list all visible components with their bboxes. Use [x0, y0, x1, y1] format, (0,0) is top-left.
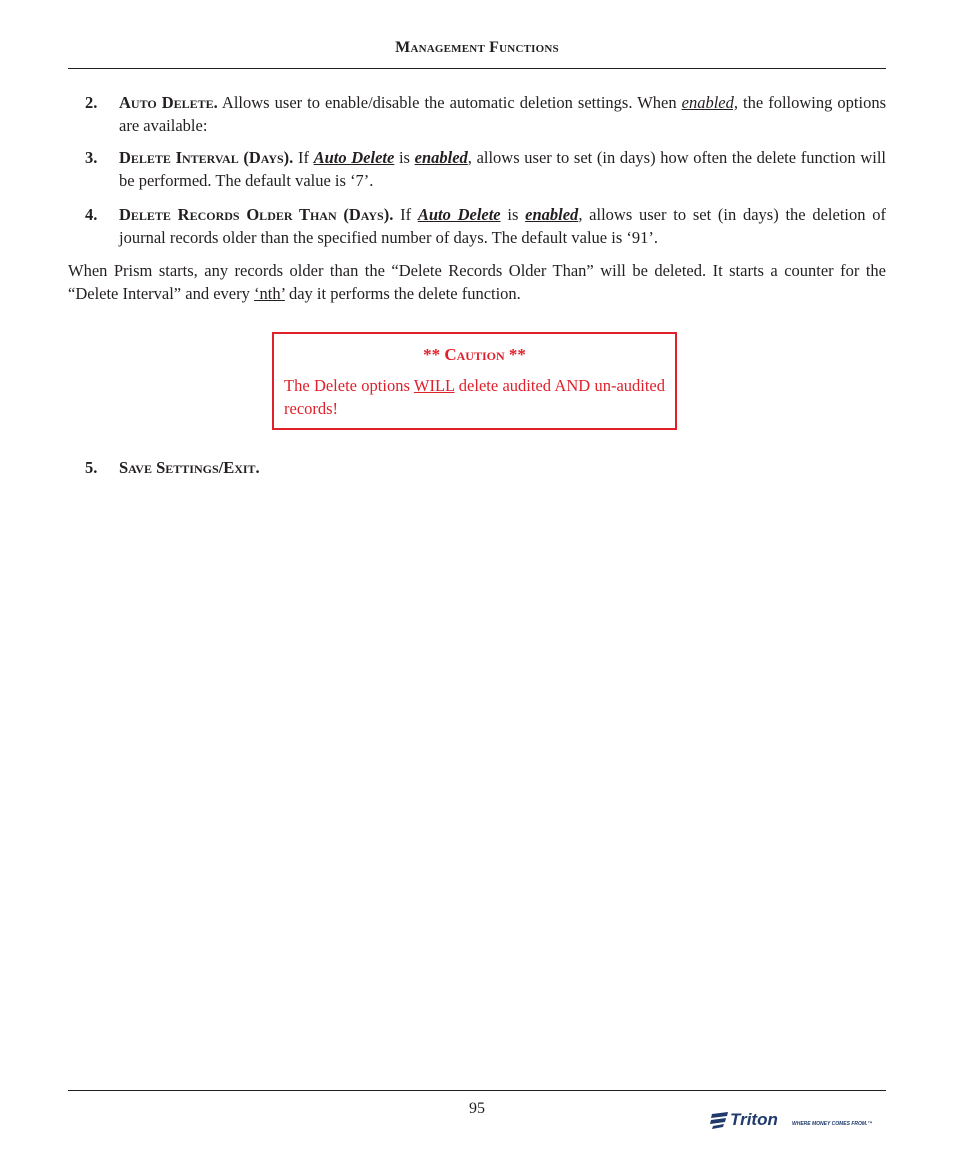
caution-underline: WILL: [413, 376, 455, 395]
paragraph-text: day it performs the delete function.: [284, 284, 521, 303]
header-rule: [68, 68, 886, 69]
caution-text: [284, 374, 665, 420]
item-text: is: [500, 205, 526, 224]
logo-brand: Triton: [730, 1110, 778, 1129]
item-number: 4.: [85, 205, 98, 224]
page-number: 95: [469, 1100, 485, 1117]
item-label: Delete Interval (Days).: [119, 148, 294, 167]
triton-logo-mark-icon: [710, 1112, 728, 1129]
item-text: Allows user to enable/disable the automatic deletion settings. When: [217, 93, 682, 112]
item-text: If: [293, 148, 314, 167]
item-text: , allows user to set (in days) how often the delete function will be performed. The default value is ‘7’.: [119, 148, 886, 190]
item-label: Auto Delete.: [119, 93, 218, 112]
item-number: 5.: [85, 458, 98, 477]
item-body: [119, 456, 886, 479]
item-text: , allows user to set (in days) the deletion of journal records older than the specified number of days. The default value is ‘91’.: [119, 205, 886, 247]
item-text: the following options are available:: [119, 93, 887, 135]
item-body: [119, 203, 886, 249]
item-emphasis: enabled: [414, 148, 468, 167]
item-body: [119, 146, 886, 192]
item-text: is: [394, 148, 415, 167]
item-number: 3.: [85, 148, 98, 167]
list-item-delete-interval: [85, 146, 886, 192]
list-item-delete-records-older-than: [85, 203, 886, 249]
item-body: [119, 91, 886, 137]
caution-title: ** Caution **: [423, 345, 526, 364]
item-label: Delete Records Older Than (Days).: [119, 205, 394, 224]
item-emphasis: Auto Delete: [313, 148, 395, 167]
paragraph-underline: ‘nth’: [253, 284, 285, 303]
running-header: Management Functions: [395, 39, 559, 56]
caution-text-part: delete audited AND un-audited records!: [284, 376, 666, 418]
list-item-auto-delete: [85, 91, 886, 137]
caution-text-part: The Delete options: [284, 376, 414, 395]
item-emphasis: enabled: [525, 205, 579, 224]
caution-box: [272, 332, 677, 430]
paragraph-text: When Prism starts, any records older than the “Delete Records Older Than” will be deleted. It starts a counter for the “Delete Interval” and every: [68, 261, 886, 303]
item-emphasis: Auto Delete: [417, 205, 501, 224]
item-text: If: [393, 205, 418, 224]
triton-logo: [710, 1108, 880, 1130]
list-item-save-settings: [85, 456, 886, 479]
item-emphasis: enabled,: [681, 93, 738, 112]
logo-tagline: WHERE MONEY COMES FROM.™: [792, 1121, 873, 1127]
body-paragraph: [68, 259, 886, 305]
item-number: 2.: [85, 93, 98, 112]
item-label: Save Settings/Exit.: [119, 458, 260, 477]
footer-rule: [68, 1090, 886, 1091]
